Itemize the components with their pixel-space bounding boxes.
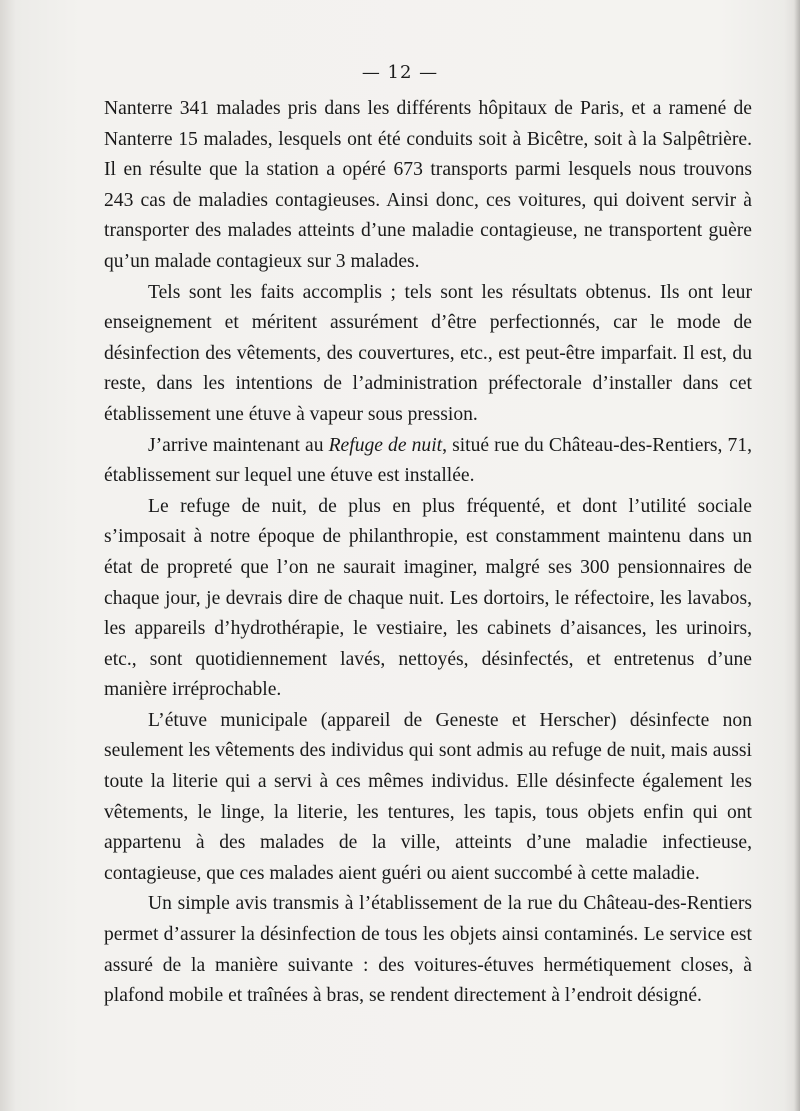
- paragraph-6: Un simple avis transmis à l’établissement de la rue du Château-des-Rentiers permet d’assurer la désinfection de tous les objets ainsi contaminés. Le service est assuré de la manière suivante : des voitures-étuves hermétiquement closes, à plafond mobile et traînées à bras, se rendent directement à l’endroit désigné.: [104, 893, 752, 1007]
- paragraph-5: L’étuve municipale (appareil de Geneste et Herscher) désinfecte non seulement les vêtements des individus qui sont admis au refuge de nuit, mais aussi toute la literie qui a servi à ces mêmes individus. Elle désinfecte également les vêtements, le linge, la literie, les tentures, les tapis, tous objets enfin qui ont appartenu à des malades de la ville, atteints d’une maladie infectieuse, contagieuse, que ces malades aient guéri ou aient succombé à cette maladie.: [104, 709, 752, 884]
- paragraph-4: Le refuge de nuit, de plus en plus fréquenté, et dont l’utilité sociale s’imposait à notre époque de philanthropie, est constamment maintenu dans un état de propreté que l’on ne saurait imaginer, malgré ses 300 pensionnaires de chaque jour, je devrais dire de chaque nuit. Les dortoirs, le réfectoire, les lavabos, les appareils d’hydrothérapie, le vestiaire, les cabinets d’aisances, les urinoirs, etc., sont quotidiennement lavés, nettoyés, désinfectés, et entretenus d’une manière irréprochable.: [104, 495, 752, 701]
- refuge-de-nuit-title: Refuge de nuit: [328, 434, 443, 456]
- paragraph-3: [104, 431, 752, 492]
- page-number: — 12 —: [361, 62, 439, 83]
- body-text: [104, 94, 752, 1012]
- paragraph-1: Nanterre 341 malades pris dans les différents hôpitaux de Paris, et a ramené de Nanterre 15 malades, lesquels ont été conduits soit à Bicêtre, soit à la Salpêtrière. Il en résulte que la station a opéré 673 transports parmi lesquels nous trouvons 243 cas de maladies contagieuses. Ainsi donc, ces voitures, qui doivent servir à transporter des malades atteints d’une maladie contagieuse, ne transportent guère qu’un malade contagieux sur 3 malades.: [104, 98, 752, 272]
- paragraph-2: Tels sont les faits accomplis ; tels sont les résultats obtenus. Ils ont leur enseignement et méritent assurément d’être perfectionnés, car le mode de désinfection des vêtements, des couvertures, etc., est peut-être imparfait. Il est, du reste, dans les intentions de l’administration préfectorale d’installer dans cet établissement une étuve à vapeur sous pression.: [104, 281, 752, 425]
- paragraph-3-rest: , situé rue du Château-des-Rentiers, 71, établissement sur lequel une étuve est installée.: [104, 434, 753, 487]
- paragraph-3-lead: J’arrive maintenant au: [148, 434, 329, 456]
